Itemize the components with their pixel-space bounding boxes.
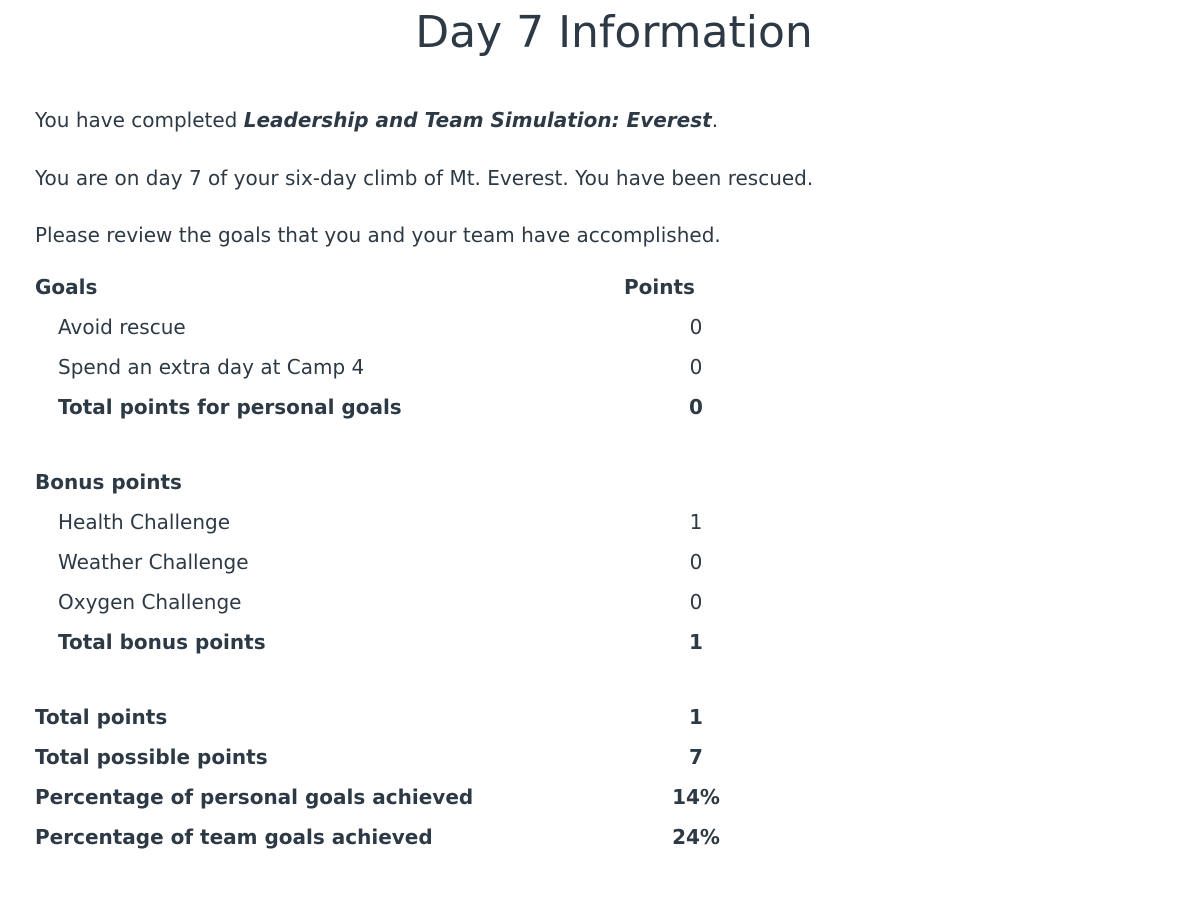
goal-label: Spend an extra day at Camp 4 (58, 355, 365, 379)
bonus-points: 0 (689, 550, 703, 574)
bonus-points: 0 (689, 590, 703, 614)
course-name: Leadership and Team Simulation: Everest (243, 108, 712, 132)
personal-total-row (0, 393, 760, 433)
page-title: Day 7 Information (415, 7, 813, 58)
summary-label: Total points (35, 705, 168, 729)
summary-row-total-points (0, 703, 760, 743)
goal-points: 0 (689, 315, 703, 339)
summary-label: Percentage of team goals achieved (35, 825, 433, 849)
bonus-label: Health Challenge (58, 510, 231, 534)
review-message: Please review the goals that you and your team have accomplished. (35, 223, 721, 247)
personal-total-label: Total points for personal goals (58, 395, 402, 419)
status-message: You are on day 7 of your six-day climb of Mt. Everest. You have been rescued. (35, 166, 814, 190)
summary-value: 7 (689, 745, 703, 769)
points-header: Points (624, 275, 695, 299)
summary-label: Total possible points (35, 745, 268, 769)
summary-row-possible-points (0, 743, 760, 783)
table-row (0, 508, 760, 548)
personal-total-points: 0 (689, 395, 703, 419)
table-row (0, 588, 760, 628)
bonus-total-points: 1 (689, 630, 703, 654)
goals-header: Goals (35, 275, 98, 299)
bonus-total-row (0, 628, 760, 668)
summary-value: 1 (689, 705, 703, 729)
bonus-header-row (0, 468, 760, 508)
bonus-label: Oxygen Challenge (58, 590, 242, 614)
summary-row-team-percentage (0, 823, 760, 863)
goal-points: 0 (689, 355, 703, 379)
summary-value: 14% (672, 785, 720, 809)
bonus-points: 1 (689, 510, 703, 534)
bonus-header: Bonus points (35, 470, 182, 494)
table-row (0, 313, 760, 353)
summary-row-personal-percentage (0, 783, 760, 823)
bonus-label: Weather Challenge (58, 550, 249, 574)
table-row (0, 548, 760, 588)
summary-label: Percentage of personal goals achieved (35, 785, 474, 809)
table-row (0, 353, 760, 393)
completion-prefix: You have completed (35, 108, 244, 132)
completion-message (35, 106, 718, 134)
completion-suffix: . (711, 108, 719, 132)
bonus-total-label: Total bonus points (58, 630, 266, 654)
summary-value: 24% (672, 825, 720, 849)
goal-label: Avoid rescue (58, 315, 186, 339)
